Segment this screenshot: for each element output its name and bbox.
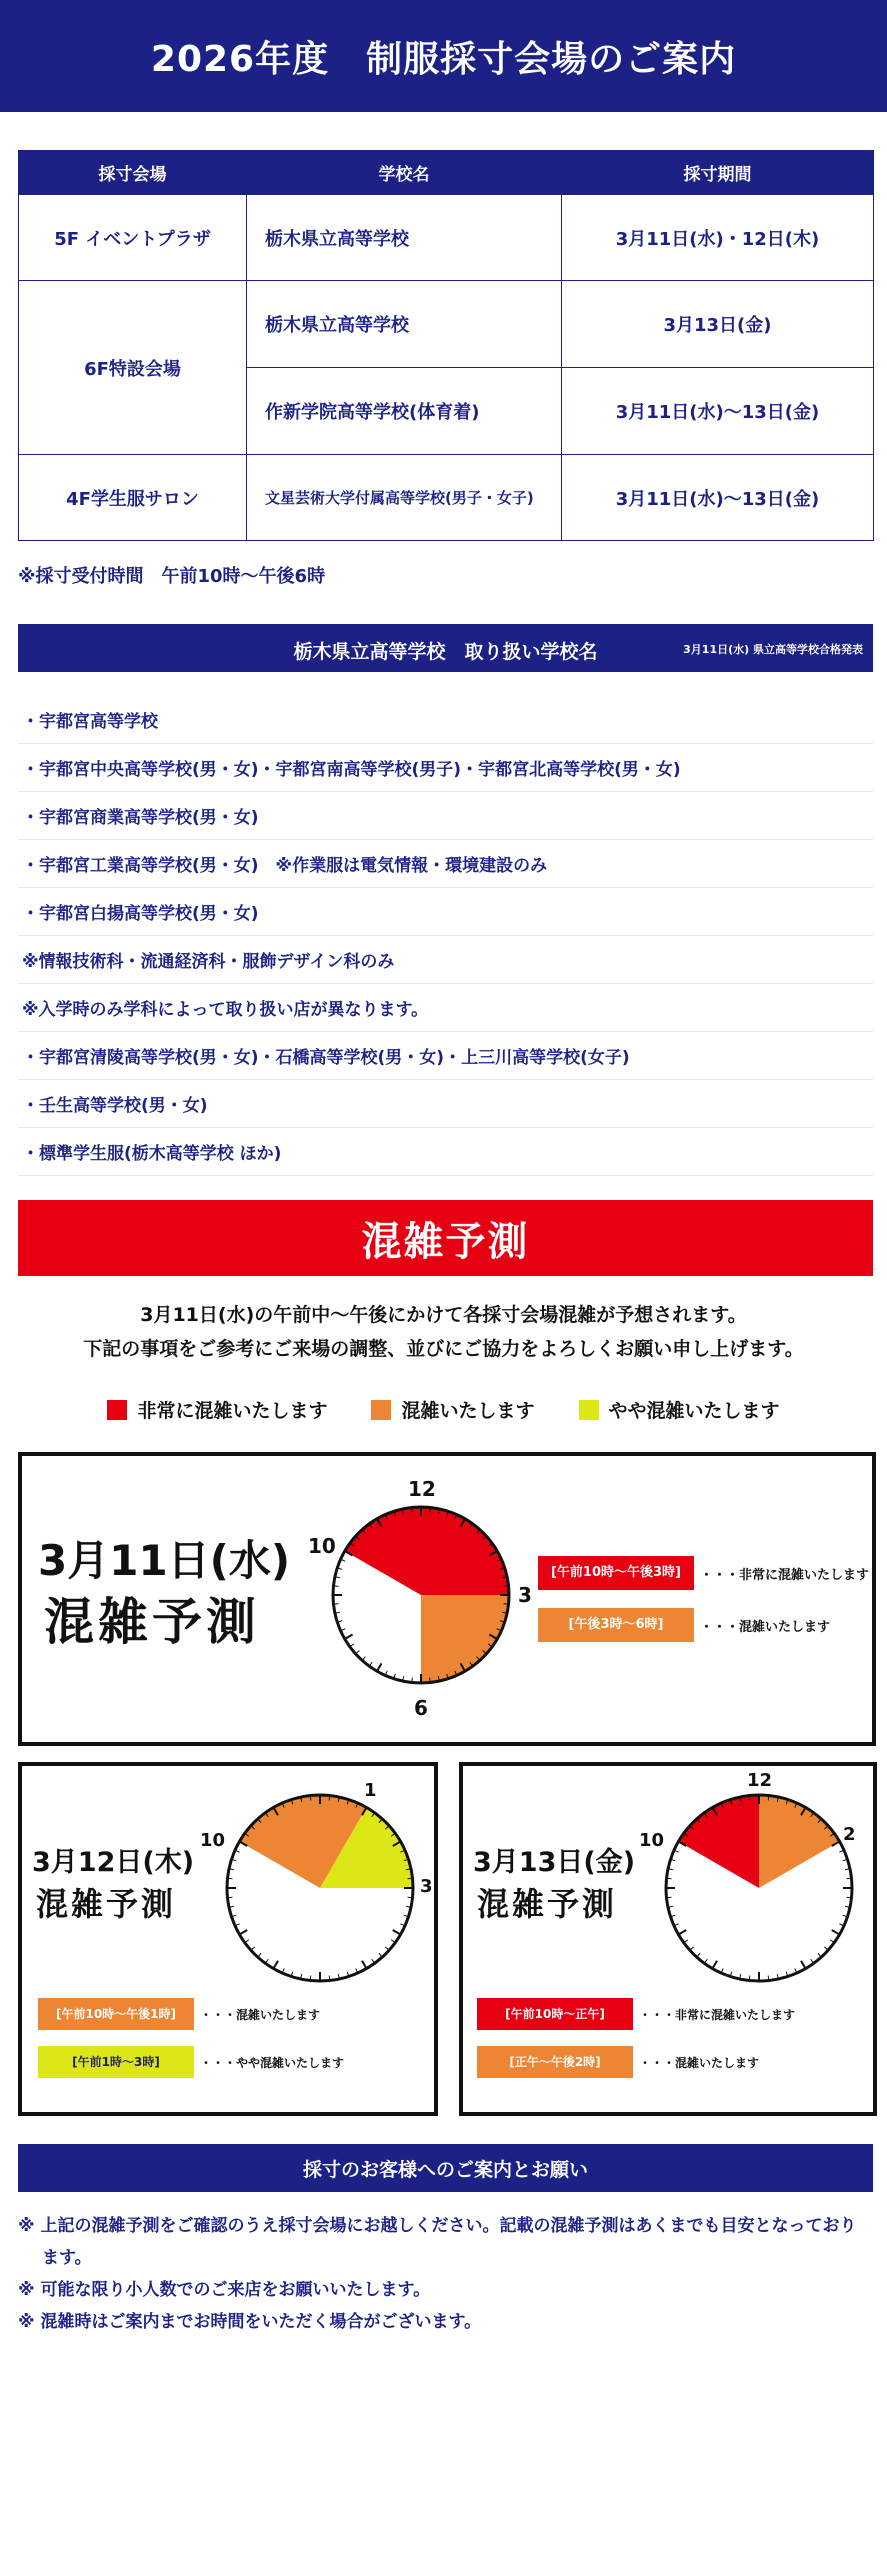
congestion-header [18, 1200, 873, 1276]
time-range-tag: [午前1時～3時] [38, 2046, 194, 2078]
legend-label: 非常に混雑いたします [137, 1400, 328, 1422]
forecast-title [38, 1534, 290, 1656]
forecast-subtitle: 混雑予測 [44, 1593, 260, 1651]
list-item: ・宇都宮中央高等学校(男・女)・宇都宮南高等学校(男子)・宇都宮北高等学校(男・女) [18, 744, 873, 792]
time-range-tag: [午前10時～正午] [477, 1998, 633, 2030]
congestion-title: 混雑予測 [361, 1218, 530, 1265]
clock-face [661, 1790, 857, 1986]
venue-cell: 4F学生服サロン [19, 455, 247, 541]
forecast-date: 3月13日(金) [473, 1847, 636, 1878]
legend-swatch-yellow [579, 1400, 599, 1420]
hour-mark-10: 10 [200, 1830, 226, 1851]
list-item: ・宇都宮白揚高等学校(男・女) [18, 888, 873, 936]
venue-cell: 5F イベントプラザ [19, 195, 247, 281]
forecast-title [32, 1844, 194, 1926]
time-range-tag: [午前10時～午後3時] [538, 1556, 694, 1590]
school-list-header [18, 624, 873, 672]
school-cell: 文星芸術大学付属高等学校(男子・女子) [247, 455, 562, 541]
clock-day2 [222, 1790, 418, 1986]
forecast-subtitle: 混雑予測 [36, 1885, 177, 1923]
hour-mark-3: 3 [518, 1583, 532, 1607]
school-cell: 作新学院高等学校(体育着) [247, 368, 562, 455]
forecast-panel-day1 [18, 1452, 876, 1746]
school-list-subnote: 3月11日(水) 県立高等学校合格発表 [683, 643, 863, 656]
period-cell: 3月11日(水)～13日(金) [562, 455, 874, 541]
list-item: ・宇都宮商業高等学校(男・女) [18, 792, 873, 840]
table-row [19, 281, 874, 368]
forecast-tag-row [538, 1556, 869, 1590]
list-item: ・宇都宮清陵高等学校(男・女)・石橋高等学校(男・女)・上三川高等学校(女子) [18, 1032, 873, 1080]
legend-swatch-orange [371, 1400, 391, 1420]
clock-day1 [328, 1502, 514, 1688]
note-item: ※ 上記の混雑予測をご確認のうえ採寸会場にお越しください。記載の混雑予測はあくまでも目安となっております。 [18, 2216, 857, 2268]
info-notes [18, 2210, 873, 2338]
time-range-desc: ・・・混雑いたします [700, 1619, 831, 1635]
hour-mark-3: 3 [420, 1876, 433, 1897]
hour-mark-12: 12 [408, 1477, 436, 1501]
list-item: ・宇都宮工業高等学校(男・女) ※作業服は電気情報・環境建設のみ [18, 840, 873, 888]
forecast-tag-row [477, 2046, 759, 2078]
table-row [19, 195, 874, 281]
legend-label: 混雑いたします [401, 1400, 535, 1422]
venue-cell: 6F特設会場 [19, 281, 247, 455]
clock-face [222, 1790, 418, 1986]
forecast-date: 3月12日(木) [32, 1847, 195, 1878]
page-title: 2026年度 制服採寸会場のご案内 [150, 38, 737, 80]
legend-item [579, 1396, 780, 1423]
school-cell: 栃木県立高等学校 [247, 195, 562, 281]
table-header-row [19, 151, 874, 195]
list-item: ・標準学生服(栃木高等学校 ほか) [18, 1128, 873, 1176]
page-header [0, 0, 887, 112]
forecast-title [473, 1844, 635, 1926]
note-item: ※ 可能な限り小人数でのご来店をお願いいたします。 [18, 2280, 431, 2300]
time-range-tag: [正午～午後2時] [477, 2046, 633, 2078]
forecast-tag-row [38, 1998, 320, 2030]
congestion-intro [0, 1298, 887, 1366]
table-header-venue: 採寸会場 [19, 151, 247, 195]
school-cell: 栃木県立高等学校 [247, 281, 562, 368]
forecast-panel-day2 [18, 1762, 438, 2116]
venue-table [18, 150, 874, 541]
forecast-tag-row [477, 1998, 795, 2030]
time-range-desc: ・・・非常に混雑いたします [639, 2007, 796, 2022]
list-item: ・宇都宮高等学校 [18, 696, 873, 744]
legend-item [371, 1396, 534, 1423]
time-range-tag: [午後3時～6時] [538, 1608, 694, 1642]
list-item: ・壬生高等学校(男・女) [18, 1080, 873, 1128]
school-list-title: 栃木県立高等学校 取り扱い学校名 [293, 641, 598, 663]
hour-mark-6: 6 [414, 1696, 428, 1720]
hour-mark-10: 10 [308, 1534, 336, 1558]
forecast-panel-day3 [459, 1762, 877, 2116]
table-row [19, 455, 874, 541]
forecast-tag-row [538, 1608, 830, 1642]
note-item: ※ 混雑時はご案内までお時間をいただく場合がございます。 [18, 2312, 482, 2332]
forecast-date: 3月11日(水) [38, 1536, 291, 1585]
list-item: ※入学時のみ学科によって取り扱い店が異なります。 [18, 984, 873, 1032]
congestion-legend [0, 1396, 887, 1423]
intro-line-1: 3月11日(水)の午前中～午後にかけて各採寸会場混雑が予想されます。 [140, 1304, 747, 1326]
legend-label: やや混雑いたします [608, 1400, 780, 1422]
period-cell: 3月11日(水)～13日(金) [562, 368, 874, 455]
time-range-desc: ・・・混雑いたします [200, 2007, 321, 2022]
legend-item [107, 1396, 327, 1423]
hour-mark-1: 1 [364, 1780, 377, 1801]
list-item: ※情報技術科・流通経済科・服飾デザイン科のみ [18, 936, 873, 984]
period-cell: 3月11日(水)・12日(木) [562, 195, 874, 281]
hour-mark-10: 10 [639, 1830, 665, 1851]
time-range-desc: ・・・やや混雑いたします [200, 2055, 345, 2070]
forecast-tag-row [38, 2046, 344, 2078]
time-range-desc: ・・・混雑いたします [639, 2055, 760, 2070]
forecast-subtitle: 混雑予測 [477, 1885, 618, 1923]
time-range-tag: [午前10時～午後1時] [38, 1998, 194, 2030]
intro-line-2: 下記の事項をご参考にご来場の調整、並びにご協力をよろしくお願い申し上げます。 [83, 1338, 804, 1360]
info-header: 採寸のお客様へのご案内とお願い [18, 2144, 873, 2192]
hours-note: ※採寸受付時間 午前10時～午後6時 [18, 566, 326, 587]
period-cell: 3月13日(金) [562, 281, 874, 368]
table-header-period: 採寸期間 [562, 151, 874, 195]
time-range-desc: ・・・非常に混雑いたします [700, 1567, 870, 1583]
clock-face [328, 1502, 514, 1688]
clock-day3 [661, 1790, 857, 1986]
table-header-school: 学校名 [247, 151, 562, 195]
legend-swatch-red [107, 1400, 127, 1420]
hour-mark-12: 12 [747, 1770, 773, 1791]
hour-mark-2: 2 [843, 1824, 856, 1845]
school-list [18, 696, 873, 1176]
